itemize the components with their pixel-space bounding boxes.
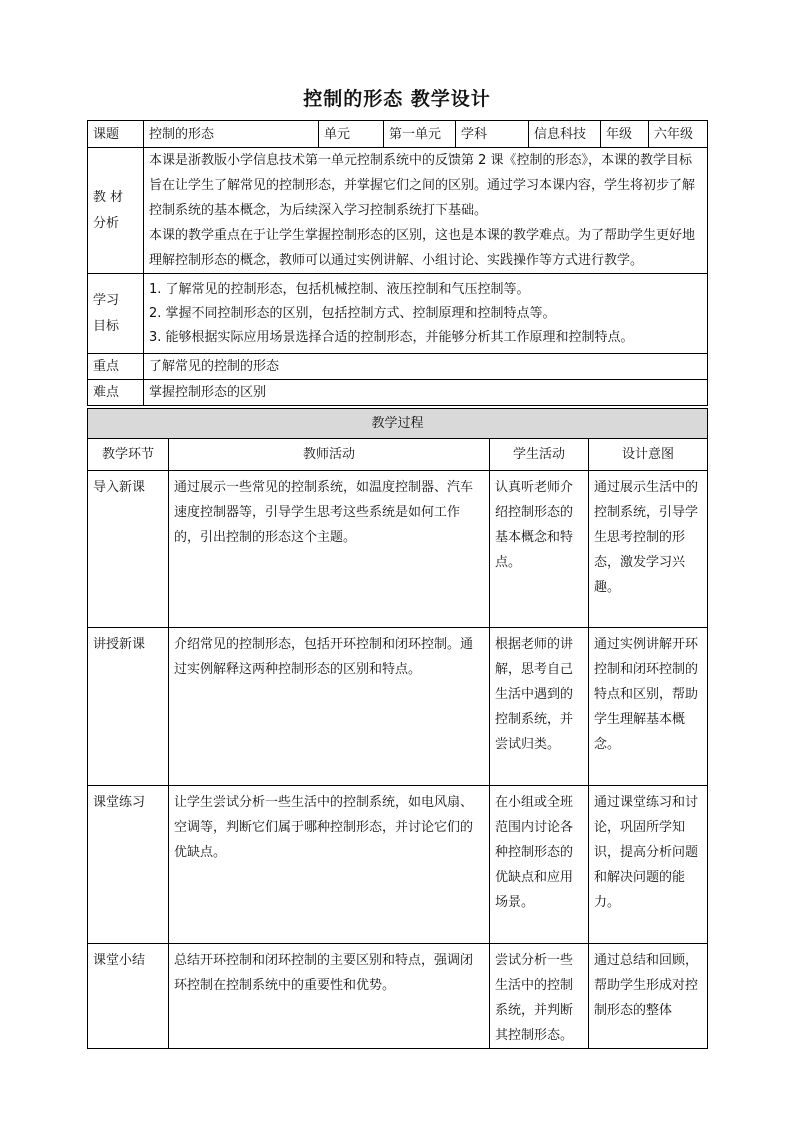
key-label: 重点 bbox=[88, 354, 144, 380]
info-row-difficulty bbox=[88, 380, 708, 406]
table-row bbox=[88, 471, 708, 628]
header-stage: 教学环节 bbox=[88, 439, 169, 471]
info-row-goals bbox=[88, 274, 708, 354]
stage-cell: 导入新课 bbox=[88, 471, 169, 628]
info-row-course bbox=[88, 121, 708, 148]
unit-value: 第一单元 bbox=[384, 121, 456, 148]
process-table bbox=[87, 408, 708, 1049]
student-cell: 尝试分析一些生活中的控制系统，并判断其控制形态。 bbox=[490, 944, 589, 1049]
table-row bbox=[88, 944, 708, 1049]
table-row bbox=[88, 786, 708, 944]
teacher-cell: 介绍常见的控制形态，包括开环控制和闭环控制。通过实例解释这两种控制形态的区别和特点。 bbox=[169, 628, 490, 786]
subject-label: 学科 bbox=[456, 121, 529, 148]
info-table bbox=[87, 120, 708, 406]
header-student: 学生活动 bbox=[490, 439, 589, 471]
header-intent: 设计意图 bbox=[589, 439, 708, 471]
grade-label: 年级 bbox=[601, 121, 649, 148]
intent-cell: 通过展示生活中的控制系统，引导学生思考控制的形态，激发学习兴趣。 bbox=[589, 471, 708, 628]
section-title: 教学过程 bbox=[88, 409, 708, 439]
table-row bbox=[88, 628, 708, 786]
analysis-label bbox=[88, 148, 144, 274]
key-value: 了解常见的控制的形态 bbox=[144, 354, 708, 380]
process-header-row bbox=[88, 439, 708, 471]
process-section-row bbox=[88, 409, 708, 439]
goal-item: 2. 掌握不同控制形态的区别，包括控制方式、控制原理和控制特点等。 bbox=[149, 305, 556, 321]
header-teacher: 教师活动 bbox=[169, 439, 490, 471]
goals-label-line1: 学习 bbox=[93, 292, 120, 308]
difficulty-value: 掌握控制形态的区别 bbox=[144, 380, 708, 406]
goal-item: 1. 了解常见的控制形态，包括机械控制、液压控制和气压控制等。 bbox=[149, 281, 530, 297]
stage-cell: 讲授新课 bbox=[88, 628, 169, 786]
analysis-label-line2: 分析 bbox=[93, 215, 120, 231]
teacher-cell: 让学生尝试分析一些生活中的控制系统，如电风扇、空调等，判断它们属于哪种控制形态，并讨论它们的优缺点。 bbox=[169, 786, 490, 944]
intent-cell: 通过课堂练习和讨论，巩固所学知识，提高分析问题和解决问题的能力。 bbox=[589, 786, 708, 944]
analysis-content bbox=[144, 148, 708, 274]
difficulty-label: 难点 bbox=[88, 380, 144, 406]
subject-value: 信息科技 bbox=[529, 121, 601, 148]
student-cell: 根据老师的讲解，思考自己生活中遇到的控制系统，并尝试归类。 bbox=[490, 628, 589, 786]
student-cell: 认真听老师介绍控制形态的基本概念和特点。 bbox=[490, 471, 589, 628]
goals-label bbox=[88, 274, 144, 354]
stage-cell: 课堂练习 bbox=[88, 786, 169, 944]
goals-label-line2: 目标 bbox=[93, 318, 120, 334]
course-value: 控制的形态 bbox=[144, 121, 319, 148]
intent-cell: 通过实例讲解开环控制和闭环控制的特点和区别，帮助学生理解基本概念。 bbox=[589, 628, 708, 786]
info-row-analysis bbox=[88, 148, 708, 274]
page-title: 控制的形态 教学设计 bbox=[303, 88, 491, 110]
goals-content bbox=[144, 274, 708, 354]
student-cell: 在小组或全班范围内讨论各种控制形态的优缺点和应用场景。 bbox=[490, 786, 589, 944]
teacher-cell: 通过展示一些常见的控制系统，如温度控制器、汽车速度控制器等，引导学生思考这些系统是如何工作的，引出控制的形态这个主题。 bbox=[169, 471, 490, 628]
analysis-paragraph-2: 本课的教学重点在于让学生掌握控制形态的区别，这也是本课的教学难点。为了帮助学生更好地理解控制形态的概念，教师可以通过实例讲解、小组讨论、实践操作等方式进行教学。 bbox=[149, 228, 696, 268]
analysis-label-line1: 教 材 bbox=[93, 189, 124, 205]
info-row-key bbox=[88, 354, 708, 380]
teacher-cell: 总结开环控制和闭环控制的主要区别和特点，强调闭环控制在控制系统中的重要性和优势。 bbox=[169, 944, 490, 1049]
analysis-paragraph-1: 本课是浙教版小学信息技术第一单元控制系统中的反馈第 2 课《控制的形态》，本课的教学目标旨在让学生了解常见的控制形态，并掌握它们之间的区别。通过学习本课内容，学生将初步了解控制系统的基本概念，为后续深入学习控制系统打下基础。 bbox=[149, 153, 696, 218]
intent-cell: 通过总结和回顾，帮助学生形成对控制形态的整体 bbox=[589, 944, 708, 1049]
course-label: 课题 bbox=[88, 121, 144, 148]
grade-value: 六年级 bbox=[649, 121, 708, 148]
stage-cell: 课堂小结 bbox=[88, 944, 169, 1049]
goal-item: 3. 能够根据实际应用场景选择合适的控制形态，并能够分析其工作原理和控制特点。 bbox=[149, 329, 634, 345]
unit-label: 单元 bbox=[319, 121, 384, 148]
